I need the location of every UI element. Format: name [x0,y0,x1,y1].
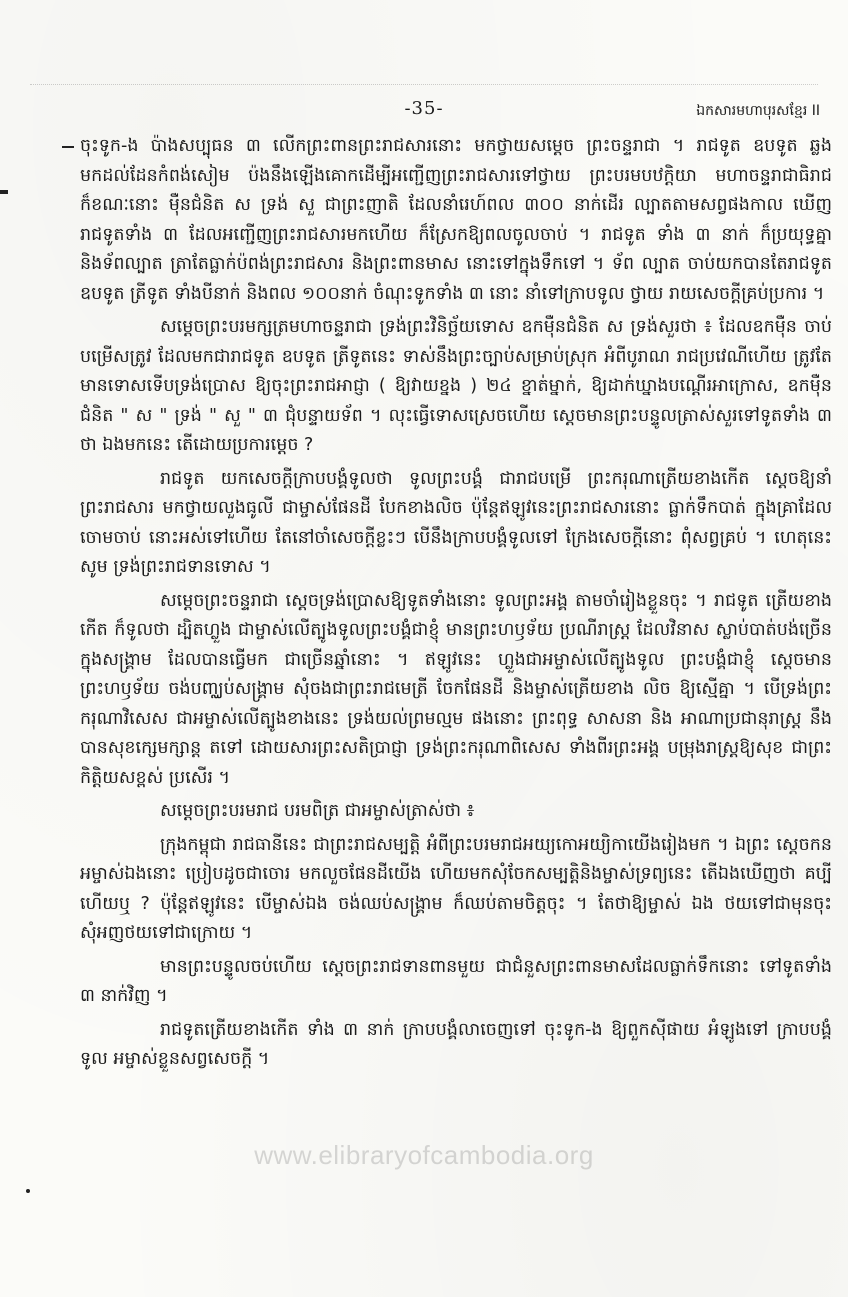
paragraph: ក្រុងកម្ពុជា រាជធានីនេះ ជាព្រះរាជសម្បត្តិ អំពីព្រះបរមរាជអយ្យកោអយ្យិកាយើងរៀងមក ។ ឯព្រះ ស្ដេចកន អម្ចាស់ឯងនោះ ប្រៀបដូចជាចោរ មកលួចផែនដីយើង ហើយមកសុំចែកសម្បត្តិនិងម្ចាស់ទ្រព្យនេះ តើឯងឃើញថា គប្បីហើយឬ ? ប៉ុន្តែឥឡូវនេះ បើម្ចាស់ឯង ចង់ឈប់សង្គ្រាម ក៏ឈប់តាមចិត្តចុះ ។ តែថាឱ្យម្ចាស់ ឯង ថយទៅជាមុនចុះ សុំអញថយទៅជាក្រោយ ។ [80,834,832,943]
running-title: ឯកសារមហាបុរសខ្មែរ II [696,103,820,119]
paragraph: ចុះទូក-ង ប៉ាងសប្បុធន ៣ លើកព្រះពានព្រះរាជសារនោះ មកថ្វាយសម្ដេច ព្រះចន្ទរាជា ។ រាជទូត ឧបទូត ឆ្លងមកដល់ដែនកំពង់សៀម ប៉ងនឹងឡើងគោកដើម្បីអញ្ជើញព្រះរាជសារទៅថ្វាយ ព្រះបរមបឋក្តិយា មហាចន្ទរាជាធិរាជ ក៏ខណៈនោះ ម៉ឺនជំនិត ស ទ្រង់ សួ ជាព្រះញាតិ ដែលនាំរេហ៍ពល ៣០០ នាក់ដើរ ល្បាតតាមសព្វផងកាល ឃើញរាជទូតទាំង ៣ ដែលអញ្ជើញព្រះរាជសារមកហើយ ក៏ស្រែកឱ្យពលចូលចាប់ ។ រាជទូត ទាំង ៣ នាក់ ក៏ប្រយុទ្ធគ្នា និងទ័ពល្បាត ត្រាតែធ្លាក់ប៉ពង់ព្រះរាជសារ និងព្រះពានមាស នោះទៅក្នុងទឹកទៅ ។ ទ័ព ល្បាត ចាប់យកបានតែរាជទូត ឧបទូត ត្រីទូត ទាំងបីនាក់ និងពល ១០០នាក់ ចំណុះទូកទាំង ៣ នោះ នាំទៅក្រាបទូល ថ្វាយ រាយសេចក្ដីគ្រប់ប្រការ ។ [80,136,832,304]
page-number: -35- [404,98,444,119]
paragraph: សម្ដេចព្រះបរមក្សត្រមហាចន្ទរាជា ទ្រង់ព្រះវិនិច្ឆ័យទោស ឧកម៉ឺនជំនិត ស ទ្រង់សួរថា ៖ ដែលឧកម៉ឺន ចាប់បម្រើសត្រូវ ដែលមកជារាជទូត ឧបទូត ត្រីទូតនេះ ទាស់នឹងព្រះច្បាប់សម្រាប់ស្រុក អំពីបូរាណ រាជប្រវេណីហើយ ត្រូវតែមានទោសទើបទ្រង់ប្រោស ឱ្យចុះព្រះរាជអាជ្ញា ( ឱ្យវាយខ្នង ) ២៤ ខ្នាត់ម្នាក់, ឱ្យដាក់ឃ្នាងបណ្ដើរអាក្រោស, ឧកម៉ឺនជំនិត " ស " ទ្រង់ " សួ " ៣ ជុំបន្ទាយទ័ព ។ លុះធ្វើទោសស្រេចហើយ ស្ដេចមានព្រះបន្ទូលត្រាស់សួរទៅទូតទាំង ៣ ថា ឯងមកនេះ តើដោយប្រការម្ដេច ? [80,317,832,455]
paragraph: សម្ដេចព្រះបរមរាជ បរមពិត្រ ជាអម្ចាស់ត្រាស់ថា ៖ [160,801,475,821]
margin-mark [26,1189,30,1193]
paragraph: មានព្រះបន្ទូលចប់ហើយ ស្ដេចព្រះរាជទានពានមួយ ជាជំនួសព្រះពានមាសដែលធ្លាក់ទឹកនោះ ទៅទូតទាំង ៣ នាក់វិញ ។ [80,956,832,1006]
body-text [80,132,832,1079]
paragraph: រាជទូតត្រើយខាងកើត ទាំង ៣ នាក់ ក្រាបបង្គំលាចេញទៅ ចុះទូក-ង ឱ្យពួកស៊ីផាយ អំឡូងទៅ ក្រាបបង្គំ ទូល អម្ចាស់ខ្លួនសព្វសេចក្ដី ។ [80,1019,832,1069]
watermark: www.elibraryofcambodia.org [254,1140,594,1170]
scan-artifact-line [30,84,818,86]
paragraph: សម្ដេចព្រះចន្ទរាជា ស្ដេចទ្រង់ប្រោសឱ្យទូតទាំងនោះ ទូលព្រះអង្គ តាមចាំរៀងខ្លួនចុះ ។ រាជទូត ត្រើយខាងកើត ក៏ទូលថា ដ្បិតហ្លួង ជាម្ចាស់លើត្បូងទូលព្រះបង្គំជាខ្ញុំ មានព្រះហឫទ័យ ប្រណីរាស្ត្រ ដែលវិនាស ស្លាប់បាត់បង់ច្រើន ក្នុងសង្គ្រាម ដែលបានធ្វើមក ជាច្រើនឆ្នាំនោះ ។ ឥឡូវនេះ ហ្លួងជាអម្ចាស់លើត្បូងទូល ព្រះបង្គំជាខ្ញុំ ស្ដេចមានព្រះហឫទ័យ ចង់បញ្ឈប់សង្គ្រាម សុំចងជាព្រះរាជមេត្រី ចែកផែនដី និងម្ចាស់ត្រើយខាង លិច ឱ្យស្មើគ្នា ។ បើទ្រង់ព្រះករុណាវិសេស ជាអម្ចាស់លើត្បូងខាងនេះ ទ្រង់យល់ព្រមល្មម ផងនោះ ព្រះពុទ្ធ សាសនា និង អាណាប្រជានុរាស្ត្រ នឹងបានសុខក្សេមក្សាន្ត តទៅ ដោយសារព្រះសតិប្រាជ្ញា ទ្រង់ព្រះករុណាពិសេស ទាំងពីរព្រះអង្គ បម្រុងរាស្ត្រឱ្យសុខ ជាព្រះកិត្តិយសខ្ពស់ ប្រសើរ ។ [80,590,832,788]
margin-mark [62,146,74,148]
margin-mark [0,190,8,194]
paragraph: រាជទូត យកសេចក្ដីក្រាបបង្គំទូលថា ទូលព្រះបង្គំ ជារាជបម្រើ ព្រះករុណាត្រើយខាងកើត ស្ដេចឱ្យនាំ ព្រះរាជសារ មកថ្វាយលួងធូលី ជាម្ចាស់ផែនដី បែកខាងលិច ប៉ុន្តែឥឡូវនេះព្រះរាជសារនោះ ធ្លាក់ទឹកបាត់ ក្នុងគ្រាដែលចោមចាប់ នោះអស់ទៅហើយ តែនៅចាំសេចក្ដីខ្លះៗ បើនឹងក្រាបបង្គំទូលទៅ ក្រែងសេចក្ដីនោះ ពុំសព្វគ្រប់ ។ ហេតុនេះសូម ទ្រង់ព្រះរាជទានទោស ។ [80,468,832,577]
